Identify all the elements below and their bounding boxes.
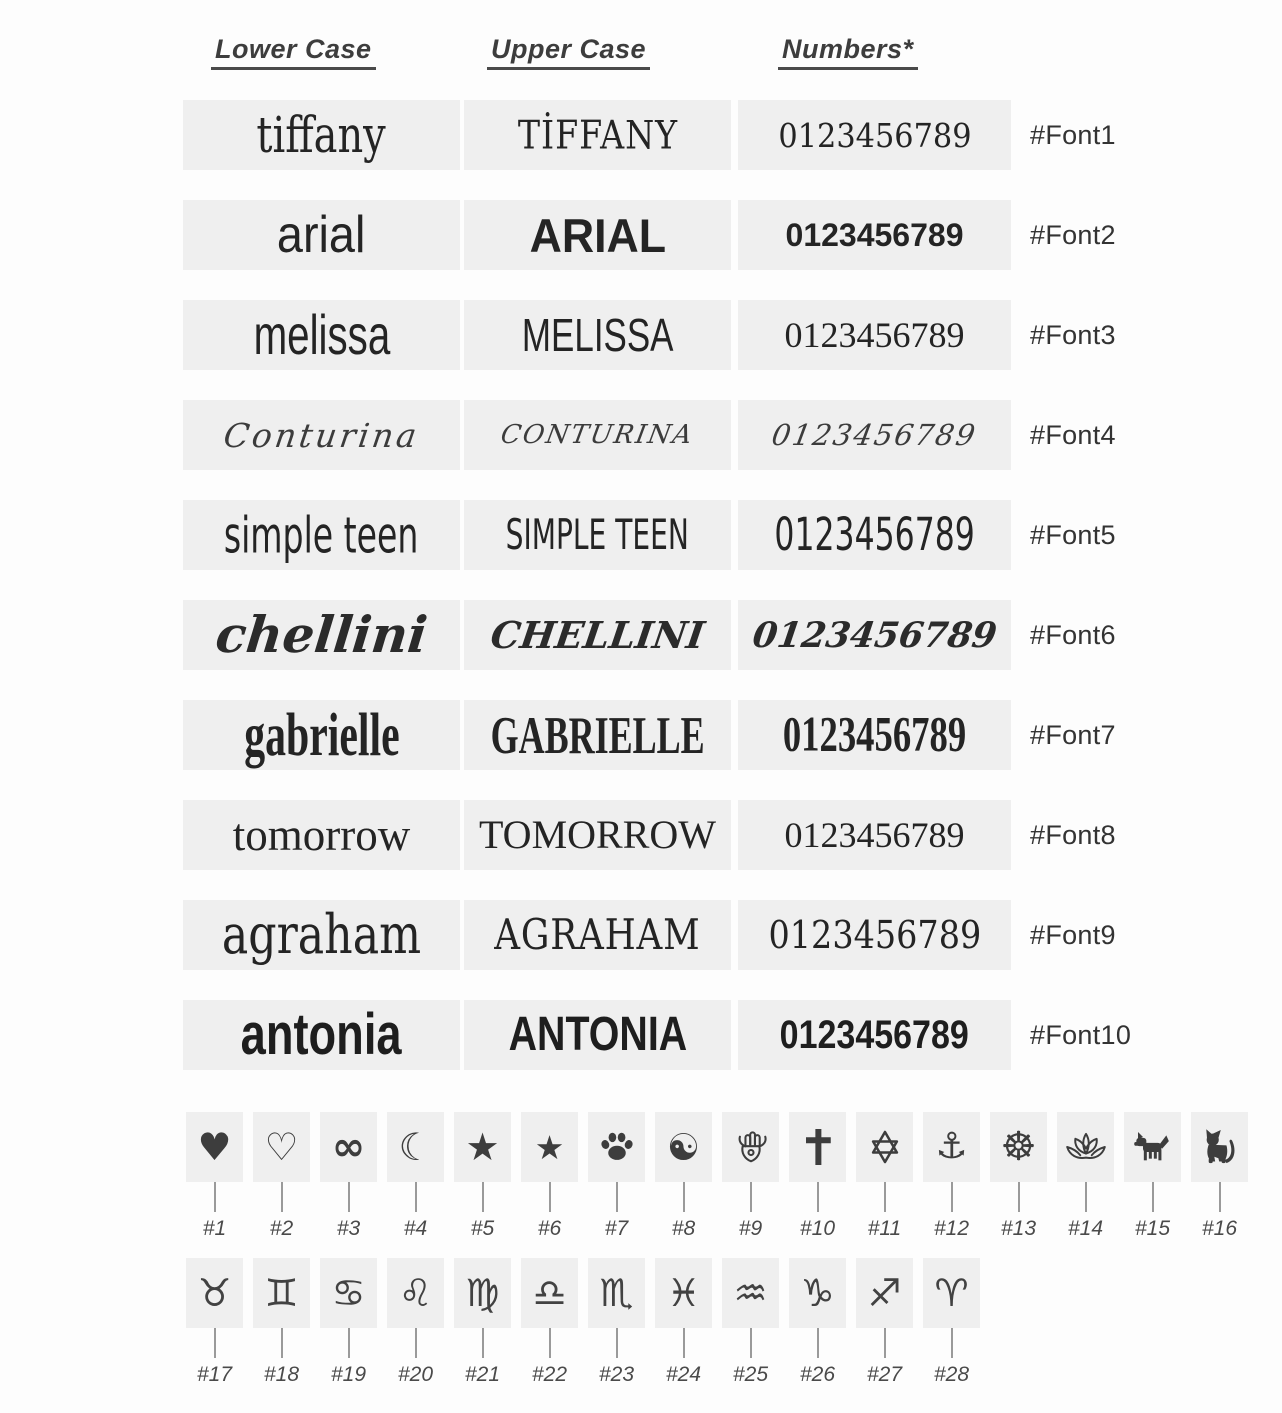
symbol-number-label: #10 <box>799 1217 836 1240</box>
star-of-david-icon <box>856 1112 913 1182</box>
font-sample-lowercase: antonia <box>183 1000 460 1070</box>
heart-outline-icon-glyph: ♡ <box>264 1125 299 1169</box>
capricorn-icon-glyph: ♑ <box>800 1271 835 1315</box>
anchor-icon <box>923 1112 980 1182</box>
symbol-item-28 <box>923 1258 980 1387</box>
font-sample-uppercase: CHELLINI <box>464 600 731 670</box>
connector-line <box>884 1328 886 1358</box>
symbol-number-label: #12 <box>933 1217 970 1240</box>
symbol-number-label: #20 <box>397 1363 434 1386</box>
symbol-number-label: #23 <box>598 1363 635 1386</box>
aquarius-icon-glyph: ♒ <box>733 1271 768 1315</box>
font-row-font9 <box>183 900 1131 970</box>
font-id-label: #Font9 <box>1030 919 1116 950</box>
connector-line <box>683 1328 685 1358</box>
font-table <box>183 100 1131 1100</box>
leo-icon-glyph: ♌ <box>398 1271 433 1315</box>
font-sample-uppercase: ANTONIA <box>464 1000 731 1070</box>
symbol-number-label: #7 <box>604 1217 629 1240</box>
gemini-icon-glyph: ♊ <box>264 1271 299 1315</box>
symbol-item-5 <box>454 1112 511 1241</box>
connector-line <box>281 1182 283 1212</box>
pisces-icon <box>655 1258 712 1328</box>
symbol-item-13 <box>990 1112 1047 1241</box>
symbol-row-2 <box>186 1258 980 1387</box>
scorpio-icon <box>588 1258 645 1328</box>
connector-line <box>482 1182 484 1212</box>
symbol-number-label: #11 <box>867 1217 902 1240</box>
symbol-number-label: #16 <box>1201 1217 1238 1240</box>
heart-icon <box>186 1112 243 1182</box>
connector-line <box>214 1328 216 1358</box>
symbol-item-16 <box>1191 1112 1248 1241</box>
symbol-item-8 <box>655 1112 712 1241</box>
connector-line <box>549 1182 551 1212</box>
connector-line <box>1018 1182 1020 1212</box>
aquarius-icon <box>722 1258 779 1328</box>
connector-line <box>817 1182 819 1212</box>
sagittarius-icon <box>856 1258 913 1328</box>
aries-icon-glyph: ♈ <box>934 1271 969 1315</box>
symbol-item-24 <box>655 1258 712 1387</box>
symbol-number-label: #3 <box>336 1217 361 1240</box>
font-sample-lowercase: gabrielle <box>183 700 460 770</box>
font-sample-numbers: 0123456789 <box>738 100 1011 170</box>
connector-line <box>616 1182 618 1212</box>
symbol-item-20 <box>387 1258 444 1387</box>
symbol-item-17 <box>186 1258 243 1387</box>
font-sample-lowercase: tiffany <box>183 100 460 170</box>
virgo-icon <box>454 1258 511 1328</box>
symbol-item-6 <box>521 1112 578 1241</box>
font-sample-lowercase: simple teen <box>183 500 460 570</box>
font-id-label: #Font1 <box>1030 119 1116 150</box>
font-sample-uppercase: AGRAHAM <box>464 900 731 970</box>
symbol-item-19 <box>320 1258 377 1387</box>
symbol-item-7 <box>588 1112 645 1241</box>
column-header-lower-case: Lower Case <box>211 34 376 70</box>
symbol-number-label: #6 <box>537 1217 562 1240</box>
font-sample-numbers: 0123456789 <box>738 400 1011 470</box>
font-sample-lowercase: tomorrow <box>183 800 460 870</box>
symbol-item-18 <box>253 1258 310 1387</box>
font-row-font3 <box>183 300 1131 370</box>
symbol-item-11 <box>856 1112 913 1241</box>
font-id-label: #Font8 <box>1030 819 1116 850</box>
font-id-label: #Font2 <box>1030 219 1116 250</box>
font-row-font10 <box>183 1000 1131 1070</box>
font-sample-lowercase: Conturina <box>183 400 460 470</box>
connector-line <box>884 1182 886 1212</box>
symbol-item-1 <box>186 1112 243 1241</box>
font-row-font6 <box>183 600 1131 670</box>
font-sample-numbers: 0123456789 <box>738 900 1011 970</box>
connector-line <box>1219 1182 1221 1212</box>
font-sample-uppercase: CONTURINA <box>464 400 731 470</box>
symbol-number-label: #17 <box>196 1363 233 1386</box>
symbol-number-label: #1 <box>202 1217 227 1240</box>
yin-yang-icon <box>655 1112 712 1182</box>
connector-line <box>482 1328 484 1358</box>
symbol-number-label: #2 <box>269 1217 294 1240</box>
symbol-number-label: #27 <box>866 1363 903 1386</box>
font-row-font4 <box>183 400 1131 470</box>
cancer-icon <box>320 1258 377 1328</box>
font-id-label: #Font3 <box>1030 319 1116 350</box>
connector-line <box>348 1328 350 1358</box>
connector-line <box>683 1182 685 1212</box>
font-sample-lowercase: arial <box>183 200 460 270</box>
star-icon-glyph: ★ <box>465 1125 500 1169</box>
infinity-icon <box>320 1112 377 1182</box>
symbol-number-label: #18 <box>263 1363 300 1386</box>
connector-line <box>415 1182 417 1212</box>
font-id-label: #Font5 <box>1030 519 1116 550</box>
dog-icon <box>1124 1112 1181 1182</box>
symbol-item-2 <box>253 1112 310 1241</box>
connector-line <box>817 1328 819 1358</box>
star-small-icon <box>521 1112 578 1182</box>
symbol-item-12 <box>923 1112 980 1241</box>
dharma-wheel-icon <box>990 1112 1047 1182</box>
dharma-wheel-icon-glyph: ☸ <box>1000 1124 1037 1170</box>
libra-icon-glyph: ♎ <box>532 1271 567 1315</box>
symbol-item-25 <box>722 1258 779 1387</box>
font-sample-numbers: 0123456789 <box>738 200 1011 270</box>
connector-line <box>214 1182 216 1212</box>
connector-line <box>750 1328 752 1358</box>
symbol-number-label: #25 <box>732 1363 769 1386</box>
font-sample-uppercase: SIMPLE TEEN <box>464 500 731 570</box>
connector-line <box>348 1182 350 1212</box>
symbol-row-1 <box>186 1112 1248 1241</box>
symbol-item-21 <box>454 1258 511 1387</box>
font-sample-uppercase: MELISSA <box>464 300 731 370</box>
taurus-icon-glyph: ♉ <box>197 1271 232 1315</box>
font-sample-uppercase: TİFFANY <box>464 100 731 170</box>
paw-print-icon <box>588 1112 645 1182</box>
leo-icon <box>387 1258 444 1328</box>
virgo-icon-glyph: ♍ <box>465 1271 500 1315</box>
font-sample-uppercase: GABRIELLE <box>464 700 731 770</box>
symbol-item-15 <box>1124 1112 1181 1241</box>
symbol-number-label: #26 <box>799 1363 836 1386</box>
font-sample-numbers: 0123456789 <box>738 800 1011 870</box>
font-sample-lowercase: agraham <box>183 900 460 970</box>
capricorn-icon <box>789 1258 846 1328</box>
font-row-font1 <box>183 100 1131 170</box>
connector-line <box>1152 1182 1154 1212</box>
symbol-number-label: #22 <box>531 1363 568 1386</box>
star-small-icon-glyph: ★ <box>534 1127 565 1167</box>
connector-line <box>951 1328 953 1358</box>
aries-icon <box>923 1258 980 1328</box>
symbol-number-label: #5 <box>470 1217 495 1240</box>
infinity-icon-glyph: ∞ <box>331 1124 366 1170</box>
gemini-icon <box>253 1258 310 1328</box>
font-sample-numbers: 0123456789 <box>738 700 1011 770</box>
symbol-number-label: #15 <box>1134 1217 1171 1240</box>
hamsa-icon <box>722 1112 779 1182</box>
font-sample-numbers: 0123456789 <box>738 600 1011 670</box>
star-icon <box>454 1112 511 1182</box>
font-row-font8 <box>183 800 1131 870</box>
connector-line <box>281 1328 283 1358</box>
font-id-label: #Font10 <box>1030 1019 1132 1050</box>
connector-line <box>549 1328 551 1358</box>
cat-icon <box>1191 1112 1248 1182</box>
connector-line <box>951 1182 953 1212</box>
scorpio-icon-glyph: ♏ <box>599 1271 634 1315</box>
symbol-number-label: #4 <box>403 1217 428 1240</box>
font-sample-uppercase: TOMORROW <box>464 800 731 870</box>
font-sample-numbers: 0123456789 <box>738 1000 1011 1070</box>
font-id-label: #Font6 <box>1030 619 1116 650</box>
symbol-number-label: #28 <box>933 1363 970 1386</box>
symbol-item-4 <box>387 1112 444 1241</box>
font-sample-lowercase: melissa <box>183 300 460 370</box>
symbol-item-22 <box>521 1258 578 1387</box>
symbol-number-label: #8 <box>671 1217 696 1240</box>
anchor-icon-glyph: ⚓ <box>935 1126 968 1167</box>
connector-line <box>616 1328 618 1358</box>
connector-line <box>1085 1182 1087 1212</box>
symbol-item-10 <box>789 1112 846 1241</box>
libra-icon <box>521 1258 578 1328</box>
symbol-number-label: #24 <box>665 1363 702 1386</box>
crescent-moon-icon-glyph: ☾ <box>398 1125 433 1169</box>
symbol-number-label: #19 <box>330 1363 367 1386</box>
font-sample-numbers: 0123456789 <box>738 300 1011 370</box>
symbol-item-3 <box>320 1112 377 1241</box>
symbol-item-23 <box>588 1258 645 1387</box>
font-id-label: #Font4 <box>1030 419 1116 450</box>
connector-line <box>750 1182 752 1212</box>
cancer-icon-glyph: ♋ <box>331 1271 366 1315</box>
symbol-item-14 <box>1057 1112 1114 1241</box>
font-row-font7 <box>183 700 1131 770</box>
taurus-icon <box>186 1258 243 1328</box>
symbol-number-label: #21 <box>464 1363 501 1386</box>
symbol-item-27 <box>856 1258 913 1387</box>
column-header-numbers: Numbers* <box>778 34 918 70</box>
symbol-number-label: #9 <box>738 1217 763 1240</box>
cross-icon <box>789 1112 846 1182</box>
lotus-icon <box>1057 1112 1114 1182</box>
heart-outline-icon <box>253 1112 310 1182</box>
symbol-number-label: #14 <box>1067 1217 1104 1240</box>
connector-line <box>415 1328 417 1358</box>
font-row-font5 <box>183 500 1131 570</box>
yin-yang-icon-glyph: ☯ <box>666 1125 701 1169</box>
font-sample-lowercase: chellini <box>183 600 460 670</box>
crescent-moon-icon <box>387 1112 444 1182</box>
sagittarius-icon-glyph: ♐ <box>867 1271 902 1315</box>
symbol-number-label: #13 <box>1000 1217 1037 1240</box>
font-id-label: #Font7 <box>1030 719 1116 750</box>
heart-icon-glyph: ♥ <box>197 1125 232 1169</box>
font-sample-uppercase: ARIAL <box>464 200 731 270</box>
font-row-font2 <box>183 200 1131 270</box>
pisces-icon-glyph: ♓ <box>666 1271 701 1315</box>
symbol-item-26 <box>789 1258 846 1387</box>
column-header-upper-case: Upper Case <box>487 34 650 70</box>
symbol-item-9 <box>722 1112 779 1241</box>
font-sample-numbers: 0123456789 <box>738 500 1011 570</box>
